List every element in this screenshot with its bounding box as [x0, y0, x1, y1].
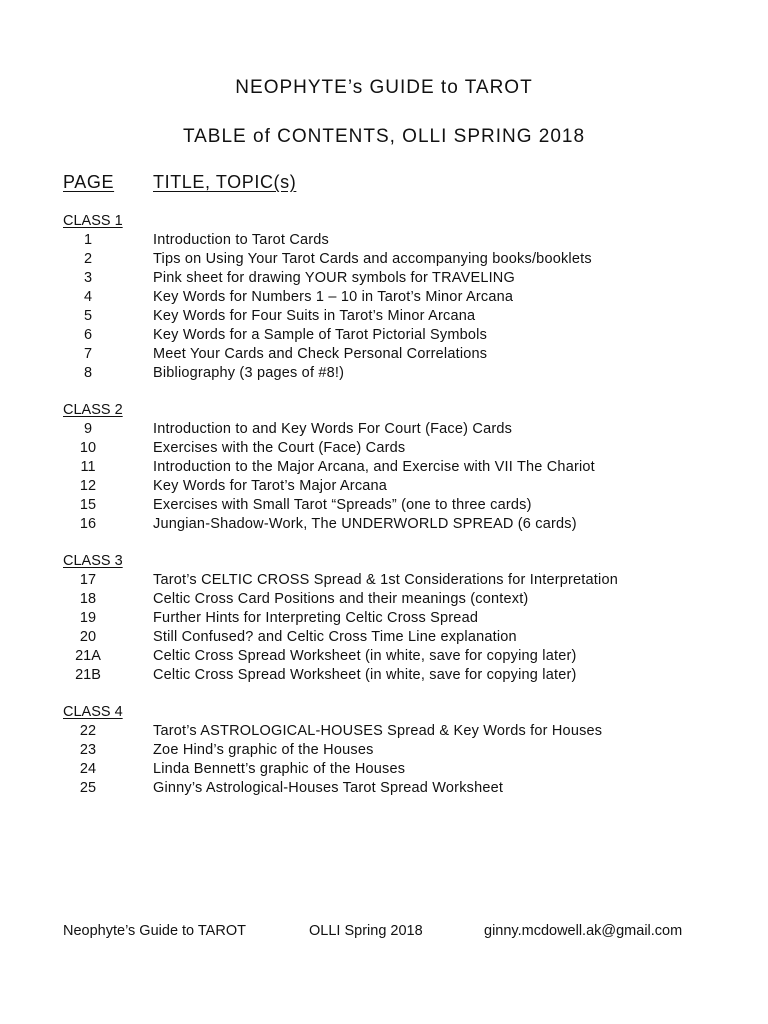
toc-row — [0, 269, 768, 288]
toc-page-number: 18 — [79, 591, 97, 607]
toc-entry-title: Key Words for Numbers 1 – 10 in Tarot’s Minor Arcana — [153, 289, 514, 305]
toc-page-number: 22 — [79, 723, 97, 739]
document-subtitle: TABLE of CONTENTS, OLLI SPRING 2018 — [182, 126, 586, 147]
toc-row — [0, 628, 768, 647]
toc-row — [0, 609, 768, 628]
toc-page-number: 21A — [75, 648, 101, 664]
toc-page-number: 4 — [83, 289, 93, 305]
toc-entry-title: Key Words for Four Suits in Tarot’s Minor Arcana — [153, 308, 476, 324]
class-label: CLASS 1 — [63, 213, 123, 229]
toc-entry-title: Celtic Cross Card Positions and their meanings (context) — [153, 591, 529, 607]
footer-center: OLLI Spring 2018 — [309, 923, 423, 939]
toc-page-number: 7 — [83, 346, 93, 362]
toc-page-number: 2 — [83, 251, 93, 267]
toc-page-number: 24 — [79, 761, 97, 777]
toc-section — [0, 703, 768, 798]
toc-entry-title: Jungian-Shadow-Work, The UNDERWORLD SPREAD (6 cards) — [153, 516, 577, 532]
footer-email: ginny.mcdowell.ak@gmail.com — [484, 923, 683, 939]
toc-row — [0, 666, 768, 685]
toc-page-number: 17 — [79, 572, 97, 588]
toc-page-number: 5 — [83, 308, 93, 324]
toc-row — [0, 760, 768, 779]
toc-entry-title: Tarot’s CELTIC CROSS Spread & 1st Considerations for Interpretation — [153, 572, 618, 588]
toc-entry-title: Tarot’s ASTROLOGICAL-HOUSES Spread & Key Words for Houses — [153, 723, 603, 739]
class-label: CLASS 4 — [63, 704, 123, 720]
toc-row — [0, 458, 768, 477]
toc-row — [0, 590, 768, 609]
toc-page-number: 12 — [79, 478, 97, 494]
toc-entry-title: Celtic Cross Spread Worksheet (in white, save for copying later) — [153, 667, 577, 683]
toc-row — [0, 326, 768, 345]
toc-row — [0, 477, 768, 496]
toc-section — [0, 401, 768, 534]
footer-left: Neophyte’s Guide to TAROT — [63, 923, 246, 939]
toc-page-number: 8 — [83, 365, 93, 381]
toc-page-number: 6 — [83, 327, 93, 343]
toc-row — [0, 364, 768, 383]
toc-entry-title: Key Words for a Sample of Tarot Pictorial Symbols — [153, 327, 488, 343]
toc-entry-title: Introduction to the Major Arcana, and Exercise with VII The Chariot — [153, 459, 595, 475]
toc-row — [0, 288, 768, 307]
toc-page-number: 25 — [79, 780, 97, 796]
toc-row — [0, 439, 768, 458]
toc-entry-title: Zoe Hind’s graphic of the Houses — [153, 742, 374, 758]
toc-row — [0, 515, 768, 534]
toc-row — [0, 722, 768, 741]
toc-entry-title: Meet Your Cards and Check Personal Correlations — [153, 346, 488, 362]
class-label: CLASS 2 — [63, 402, 123, 418]
toc-page-number: 3 — [83, 270, 93, 286]
document-title: NEOPHYTE’s GUIDE to TAROT — [235, 77, 533, 98]
toc-entry-title: Pink sheet for drawing YOUR symbols for TRAVELING — [153, 270, 515, 286]
toc-page-number: 10 — [79, 440, 97, 456]
toc-entry-title: Introduction to and Key Words For Court (Face) Cards — [153, 421, 513, 437]
toc-entry-title: Still Confused? and Celtic Cross Time Line explanation — [153, 629, 517, 645]
toc-entry-title: Exercises with Small Tarot “Spreads” (one to three cards) — [153, 497, 532, 513]
toc-entry-title: Tips on Using Your Tarot Cards and accompanying books/booklets — [153, 251, 592, 267]
toc-entry-title: Exercises with the Court (Face) Cards — [153, 440, 406, 456]
toc-page-number: 16 — [79, 516, 97, 532]
toc-section — [0, 212, 768, 383]
toc-section — [0, 552, 768, 685]
toc-page-number: 19 — [79, 610, 97, 626]
toc-entry-title: Further Hints for Interpreting Celtic Cross Spread — [153, 610, 479, 626]
column-header-page: PAGE — [63, 172, 115, 192]
toc-entry-title: Key Words for Tarot’s Major Arcana — [153, 478, 388, 494]
toc-entry-title: Bibliography (3 pages of #8!) — [153, 365, 345, 381]
toc-row — [0, 307, 768, 326]
toc-row — [0, 250, 768, 269]
toc-row — [0, 741, 768, 760]
toc-entry-title: Ginny’s Astrological-Houses Tarot Spread Worksheet — [153, 780, 504, 796]
toc-entry-title: Linda Bennett’s graphic of the Houses — [153, 761, 406, 777]
toc-row — [0, 779, 768, 798]
table-of-contents — [0, 212, 768, 816]
toc-entry-title: Introduction to Tarot Cards — [153, 232, 330, 248]
toc-row — [0, 647, 768, 666]
toc-page-number: 23 — [79, 742, 97, 758]
toc-page-number: 20 — [79, 629, 97, 645]
toc-row — [0, 496, 768, 515]
toc-row — [0, 420, 768, 439]
toc-row — [0, 571, 768, 590]
toc-row — [0, 231, 768, 250]
toc-entry-title: Celtic Cross Spread Worksheet (in white, save for copying later) — [153, 648, 577, 664]
toc-page-number: 11 — [80, 459, 96, 475]
column-header-title: TITLE, TOPIC(s) — [153, 172, 297, 192]
class-label: CLASS 3 — [63, 553, 123, 569]
toc-row — [0, 345, 768, 364]
toc-page-number: 1 — [83, 232, 93, 248]
toc-page-number: 21B — [75, 667, 101, 683]
toc-page-number: 15 — [79, 497, 97, 513]
toc-page-number: 9 — [83, 421, 93, 437]
